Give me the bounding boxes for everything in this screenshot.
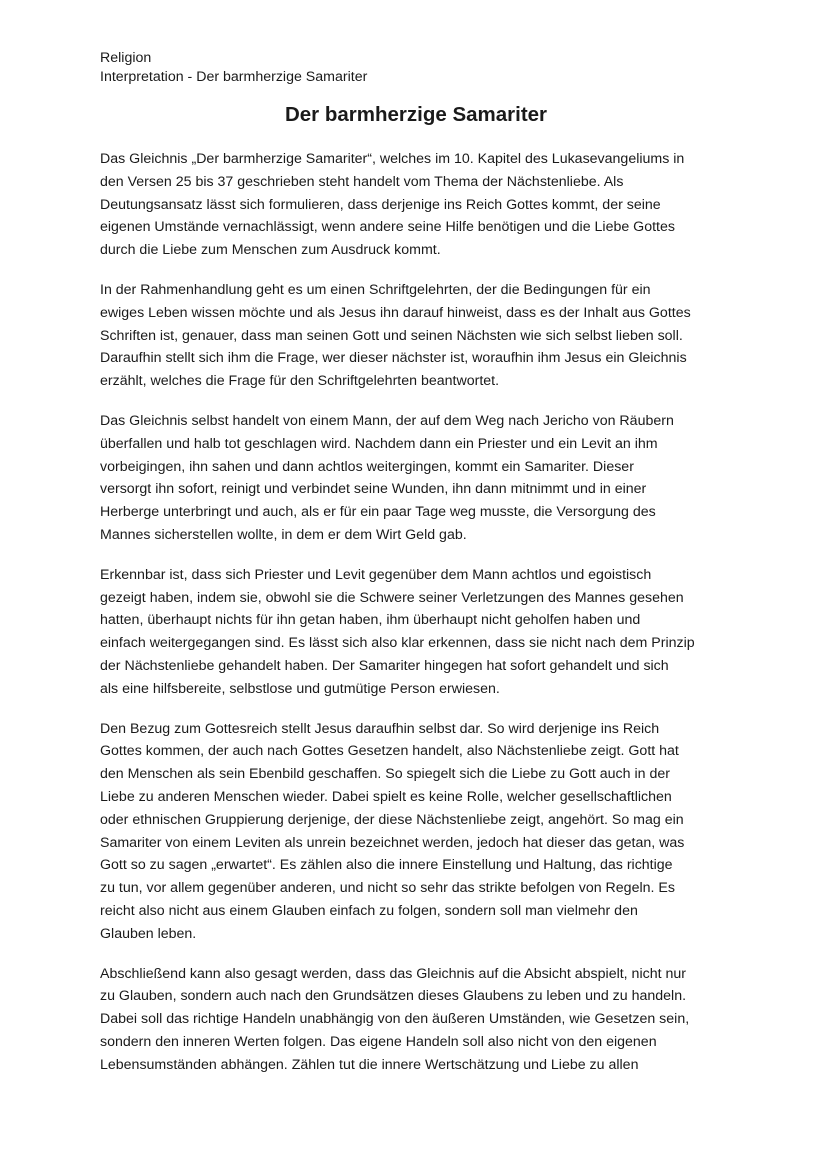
- paragraph-3: [100, 410, 732, 547]
- text-line: zu Glauben, sondern auch nach den Grundsätzen dieses Glaubens zu leben und zu handeln.: [100, 988, 687, 1005]
- text-line: überfallen und halb tot geschlagen wird. Nachdem dann ein Priester und ein Levit an ihm: [100, 435, 658, 452]
- text-line: Erkennbar ist, dass sich Priester und Levit gegenüber dem Mann achtlos und egoistisch: [100, 566, 652, 583]
- text-line: versorgt ihn sofort, reinigt und verbindet seine Wunden, ihn dann mitnimmt und in einer: [100, 481, 647, 498]
- text-line: zu tun, vor allem gegenüber anderen, und nicht so sehr das strikte befolgen von Regeln. Es: [100, 880, 675, 897]
- text-line: erzählt, welches die Frage für den Schriftgelehrten beantwortet.: [100, 373, 500, 390]
- text-line: Schriften ist, genauer, dass man seinen Gott und seinen Nächsten wie sich selbst lieben soll.: [100, 327, 683, 344]
- text-line: einfach weitergegangen sind. Es lässt sich also klar erkennen, dass sie nicht nach dem Prinzip: [100, 635, 695, 652]
- paragraph-4: [100, 564, 732, 701]
- paragraph-2: [100, 279, 732, 393]
- text-line: Herberge unterbringt und auch, als er für ein paar Tage weg musste, die Versorgung des: [100, 504, 656, 521]
- text-line: hatten, überhaupt nichts für ihn getan haben, ihm überhaupt nicht geholfen haben und: [100, 612, 641, 629]
- text-line: oder ethnischen Gruppierung derjenige, der diese Nächstenliebe zeigt, angehört. So mag ein: [100, 811, 684, 828]
- text-line: Lebensumständen abhängen. Zählen tut die innere Wertschätzung und Liebe zu allen: [100, 1056, 639, 1073]
- page-header: [100, 49, 367, 87]
- text-line: reicht also nicht aus einem Glauben einfach zu folgen, sondern soll man vielmehr den: [100, 902, 638, 919]
- text-line: Glauben leben.: [100, 925, 197, 942]
- text-line: In der Rahmenhandlung geht es um einen Schriftgelehrten, der die Bedingungen für ein: [100, 281, 651, 298]
- text-line: ewiges Leben wissen möchte und als Jesus ihn darauf hinweist, dass es der Inhalt aus Gottes: [100, 304, 691, 321]
- text-line: Daraufhin stellt sich ihm die Frage, wer dieser nächster ist, woraufhin ihm Jesus ein Gleichnis: [100, 350, 687, 367]
- text-line: Samariter von einem Leviten als unrein bezeichnet werden, jedoch hat dieser das getan, was: [100, 834, 685, 851]
- paragraph-1: [100, 148, 732, 262]
- text-line: Dabei soll das richtige Handeln unabhängig von den äußeren Umständen, wie Gesetzen sein,: [100, 1011, 690, 1028]
- document-title: Der barmherzige Samariter: [284, 103, 548, 126]
- text-line: Abschließend kann also gesagt werden, dass das Gleichnis auf die Absicht abspielt, nicht nur: [100, 965, 686, 982]
- text-line: gezeigt haben, indem sie, obwohl sie die Schwere seiner Verletzungen des Mannes gesehen: [100, 589, 684, 606]
- text-line: den Versen 25 bis 37 geschrieben steht handelt vom Thema der Nächstenliebe. Als: [100, 173, 624, 190]
- text-line: Gott so zu sagen „erwartet“. Es zählen also die innere Einstellung und Haltung, das richtige: [100, 857, 673, 874]
- header-subject: Religion: [100, 50, 152, 66]
- text-line: durch die Liebe zum Menschen zum Ausdruck kommt.: [100, 242, 441, 259]
- text-line: der Nächstenliebe gehandelt haben. Der Samariter hingegen hat sofort gehandelt und sich: [100, 657, 669, 674]
- text-line: Mannes sicherstellen wollte, in dem er dem Wirt Geld gab.: [100, 526, 467, 543]
- text-line: Liebe zu anderen Menschen wieder. Dabei spielt es keine Rolle, welcher gesellschaftlichen: [100, 788, 672, 805]
- paragraph-5: [100, 718, 732, 946]
- text-line: Deutungsansatz lässt sich formulieren, dass derjenige ins Reich Gottes kommt, der seine: [100, 196, 661, 213]
- text-line: eigenen Umstände vernachlässigt, wenn andere seine Hilfe benötigen und die Liebe Gottes: [100, 219, 675, 236]
- text-line: vorbeigingen, ihn sahen und dann achtlos weitergingen, kommt ein Samariter. Dieser: [100, 458, 634, 475]
- document-body: [100, 148, 732, 1093]
- text-line: Das Gleichnis „Der barmherzige Samariter“, welches im 10. Kapitel des Lukasevangeliums in: [100, 151, 685, 167]
- text-line: sondern den inneren Werten folgen. Das eigene Handeln soll also nicht von den eigenen: [100, 1033, 657, 1050]
- header-subtitle: Interpretation - Der barmherzige Samariter: [100, 69, 368, 85]
- text-line: Gottes kommen, der auch nach Gottes Gesetzen handelt, also Nächstenliebe zeigt. Gott hat: [100, 743, 679, 760]
- text-line: den Menschen als sein Ebenbild geschaffen. So spiegelt sich die Liebe zu Gott auch in der: [100, 766, 670, 783]
- text-line: Das Gleichnis selbst handelt von einem Mann, der auf dem Weg nach Jericho von Räubern: [100, 412, 674, 429]
- text-line: Den Bezug zum Gottesreich stellt Jesus daraufhin selbst dar. So wird derjenige ins Reich: [100, 720, 660, 737]
- paragraph-6: [100, 963, 732, 1077]
- text-line: als eine hilfsbereite, selbstlose und gutmütige Person erwiesen.: [100, 680, 500, 697]
